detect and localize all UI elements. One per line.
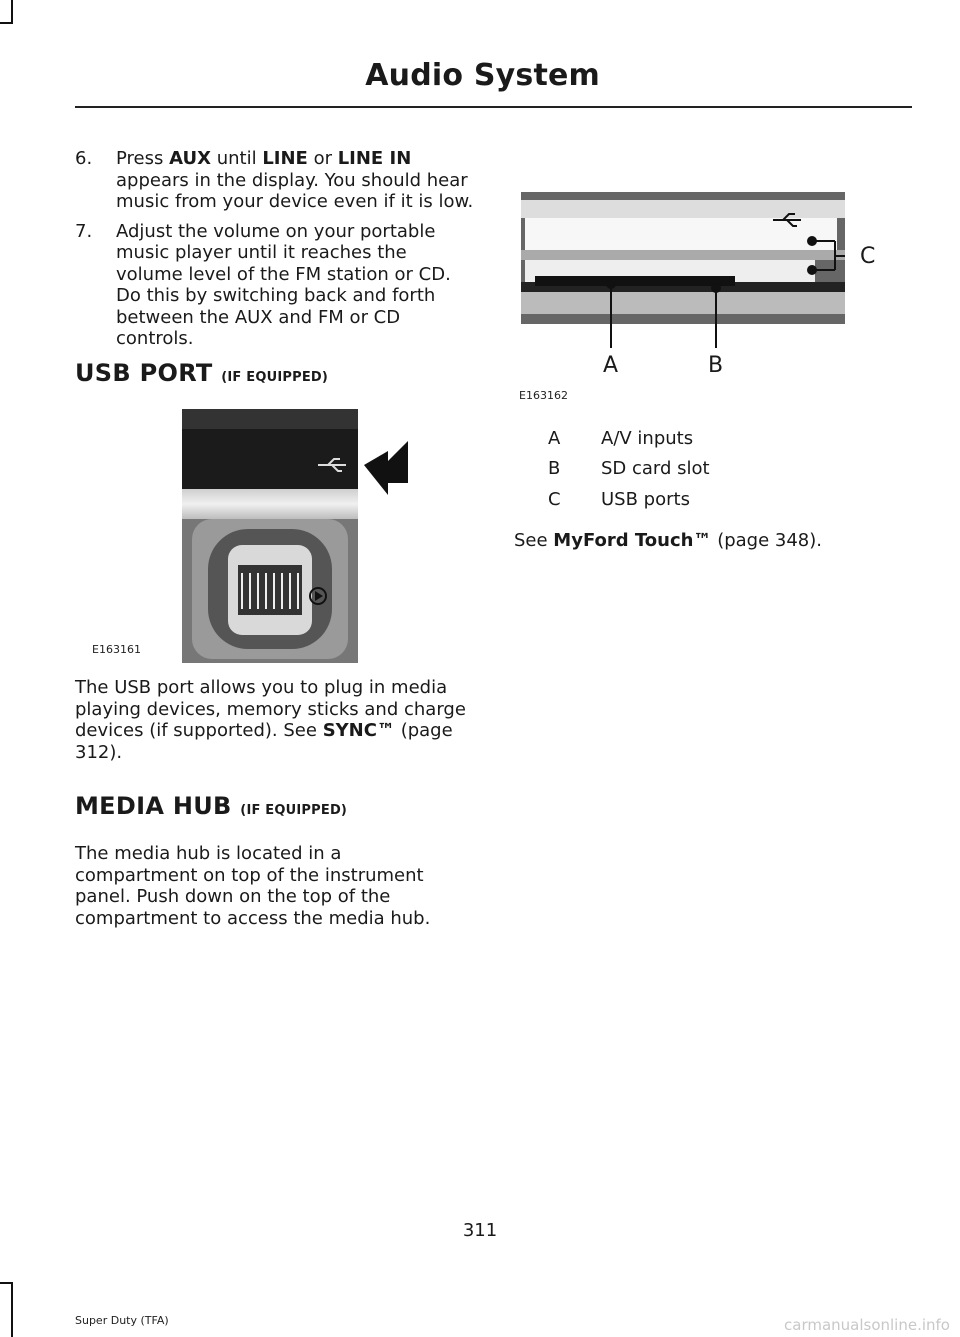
aux-button-label: AUX <box>169 148 211 169</box>
step-6 <box>75 148 475 213</box>
page-number: 311 <box>462 1220 498 1241</box>
see-also-text: See MyFord Touch™ (page 348). <box>514 530 822 551</box>
line-in-label: LINE IN <box>337 148 412 169</box>
callout-label-b: B <box>708 353 724 378</box>
line-label: LINE <box>262 148 308 169</box>
header-rule <box>75 106 912 108</box>
legend-label-a: A/V inputs <box>601 428 694 449</box>
step-number: 6. <box>75 148 93 169</box>
usb-port-description: The USB port allows you to plug in media playing devices, memory sticks and charge devices (if supported). See SYNC™ (page 312). <box>75 677 466 763</box>
legend-label-b: SD card slot <box>601 458 710 479</box>
usb-port-heading: USB PORT (IF EQUIPPED) <box>75 359 329 387</box>
model-name: Super Duty (TFA) <box>75 1314 169 1327</box>
legend-key-a: A <box>548 428 561 449</box>
legend-key-b: B <box>548 458 561 479</box>
crop-mark-bottom-left-horizontal <box>0 1282 13 1284</box>
crop-mark-top-left-vertical <box>11 0 13 24</box>
legend-label-c: USB ports <box>601 489 690 510</box>
callout-label-a: A <box>603 353 619 378</box>
hub-figure-code: E163162 <box>519 389 568 402</box>
media-hub-figure <box>515 186 895 386</box>
myford-touch-reference[interactable]: MyFord Touch™ <box>553 530 712 551</box>
watermark: carmanualsonline.info <box>784 1316 950 1334</box>
media-hub-description: The media hub is located in a compartment on top of the instrument panel. Push down on the top of the compartment to access the media hub. <box>75 843 431 929</box>
usb-port-qualifier: (IF EQUIPPED) <box>221 370 329 385</box>
crop-mark-top-left-horizontal <box>0 22 13 24</box>
legend-key-c: C <box>548 489 561 510</box>
page-title: Audio System <box>365 58 600 93</box>
usb-figure-code: E163161 <box>92 643 141 656</box>
step-text: Press AUX until LINE or LINE IN appears in the display. You should hear music from your device even if it is low. <box>116 148 474 212</box>
left-column <box>75 148 475 358</box>
media-hub-heading: MEDIA HUB (IF EQUIPPED) <box>75 792 348 820</box>
step-number: 7. <box>75 220 93 242</box>
callout-label-c: C <box>860 244 876 269</box>
step-text: Adjust the volume on your portable music player until it reaches the volume level of the FM station or CD. Do this by switching back and forth between the AUX and FM or CD controls. <box>116 220 451 349</box>
step-7 <box>75 221 475 350</box>
crop-mark-bottom-left-vertical <box>11 1282 13 1337</box>
location-arrow-icon <box>364 441 408 495</box>
media-hub-qualifier: (IF EQUIPPED) <box>240 803 348 818</box>
usb-port-figure <box>88 405 428 667</box>
sync-reference[interactable]: SYNC™ <box>322 720 395 741</box>
